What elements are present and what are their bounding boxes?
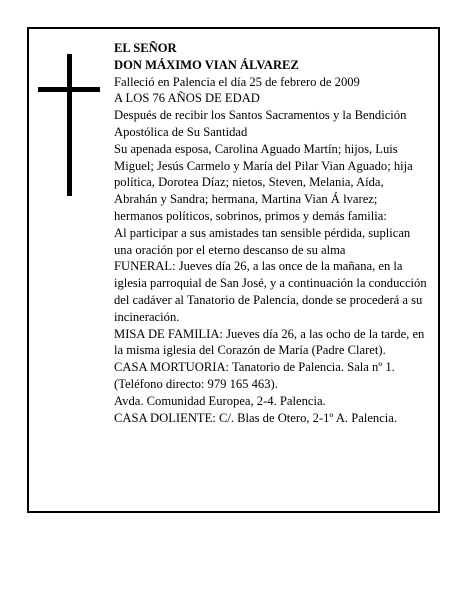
address-line: Avda. Comunidad Europea, 2-4. Palencia. bbox=[114, 393, 326, 408]
request-paragraph: Al participar a sus amistades tan sensible pérdida, suplican una oración por el eterno descanso de su alma bbox=[114, 225, 411, 257]
cross-horizontal-bar bbox=[38, 87, 100, 92]
mourning-house-line: CASA DOLIENTE: C/. Blas de Otero, 2-1º A. Palencia. bbox=[114, 410, 398, 425]
mortuary-paragraph: CASA MORTUORIA: Tanatorio de Palencia. Sala nº 1. (Teléfono directo: 979 165 463). bbox=[114, 360, 395, 391]
family-mass-paragraph: MISA DE FAMILIA: Jueves día 26, a las ocho de la tarde, en la misma iglesia del Corazón de María (Padre Claret). bbox=[114, 326, 425, 358]
family-paragraph: Su apenada esposa, Carolina Aguado Martín; hijos, Luis Miguel; Jesús Carmelo y María del Pilar Vian Aguado; hija política, Dorotea Díaz; nietos, Steven, Melania, Aída, Abrahán y Sandra; hermana, Martina Vian Á lvarez; hermanos políticos, sobrinos, primos y demás familia: bbox=[114, 141, 413, 223]
age-line: A LOS 76 AÑOS DE EDAD bbox=[114, 91, 260, 106]
death-line: Falleció en Palencia el día 25 de febrero de 2009 bbox=[114, 74, 360, 89]
cross-vertical-bar bbox=[67, 54, 72, 196]
notice-title: EL SEÑOR bbox=[114, 41, 177, 55]
obituary-text bbox=[114, 40, 428, 426]
cross-icon bbox=[38, 54, 100, 196]
funeral-paragraph: FUNERAL: Jueves día 26, a las once de la mañana, en la iglesia parroquial de San José, y a continuación la conducción del cadáver al Tanatorio de Palencia, donde se procederá a su incineración. bbox=[114, 259, 427, 324]
sacraments-paragraph: Después de recibir los Santos Sacramentos y la Bendición Apostólica de Su Santidad bbox=[114, 108, 407, 139]
deceased-name: DON MÁXIMO VIAN ÁLVAREZ bbox=[114, 57, 299, 72]
